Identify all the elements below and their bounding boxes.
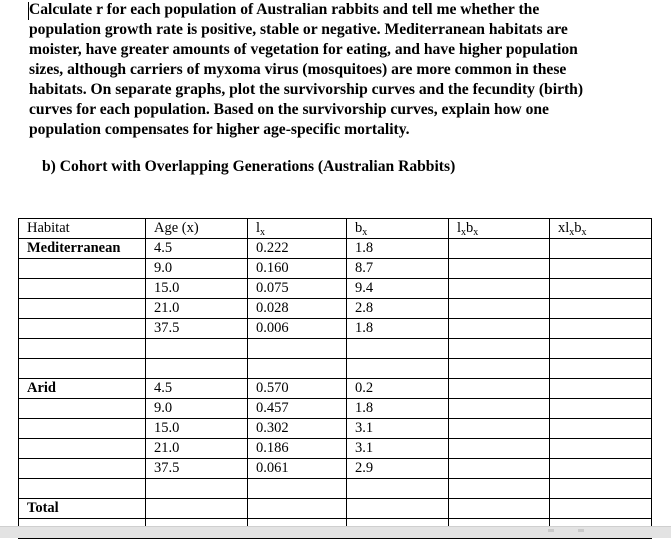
table-row bbox=[19, 319, 652, 339]
lxbx-cell[interactable] bbox=[449, 239, 550, 259]
habitat-cell[interactable] bbox=[19, 319, 146, 339]
bx-cell[interactable]: 2.8 bbox=[347, 299, 449, 319]
lxbx-cell[interactable] bbox=[449, 279, 550, 299]
age-cell[interactable]: 15.0 bbox=[146, 279, 248, 299]
table-row bbox=[19, 239, 652, 259]
bx-cell[interactable]: 9.4 bbox=[347, 279, 449, 299]
lx-cell[interactable]: 0.222 bbox=[248, 239, 347, 259]
habitat-cell[interactable] bbox=[19, 439, 146, 459]
empty-cell[interactable] bbox=[550, 359, 652, 379]
table-row-total bbox=[19, 499, 652, 519]
lx-cell[interactable]: 0.006 bbox=[248, 319, 347, 339]
empty-cell[interactable] bbox=[347, 359, 449, 379]
lxbx-bsub: x bbox=[473, 227, 479, 238]
habitat-cell[interactable] bbox=[19, 419, 146, 439]
table-row-empty bbox=[19, 479, 652, 499]
question-line: Calculate r for each population of Australian rabbits and tell me whether the bbox=[29, 1, 540, 18]
scroll-marker bbox=[548, 529, 554, 532]
lxbx-cell[interactable] bbox=[449, 419, 550, 439]
age-cell[interactable]: 9.0 bbox=[146, 399, 248, 419]
habitat-cell[interactable] bbox=[19, 399, 146, 419]
habitat-cell[interactable] bbox=[19, 259, 146, 279]
empty-cell[interactable] bbox=[248, 359, 347, 379]
age-cell[interactable]: 21.0 bbox=[146, 439, 248, 459]
lxbx-cell[interactable] bbox=[449, 299, 550, 319]
empty-cell[interactable] bbox=[19, 479, 146, 499]
section-title: b) Cohort with Overlapping Generations (Australian Rabbits) bbox=[42, 158, 456, 175]
xlxbx-cell[interactable] bbox=[550, 399, 652, 419]
question-line: habitats. On separate graphs, plot the survivorship curves and the fecundity (birth) bbox=[29, 81, 584, 98]
table-row bbox=[19, 399, 652, 419]
habitat-cell[interactable] bbox=[19, 279, 146, 299]
xlxbx-b: b bbox=[574, 220, 582, 236]
empty-cell[interactable] bbox=[550, 479, 652, 499]
habitat-arid: Arid bbox=[19, 379, 146, 399]
table-row-empty bbox=[19, 359, 652, 379]
habitat-mediterranean: Mediterranean bbox=[19, 239, 146, 259]
total-cell[interactable] bbox=[248, 499, 347, 519]
table-row bbox=[19, 439, 652, 459]
age-cell[interactable]: 4.5 bbox=[146, 379, 248, 399]
habitat-cell[interactable] bbox=[19, 459, 146, 479]
empty-cell[interactable] bbox=[550, 339, 652, 359]
table-row bbox=[19, 459, 652, 479]
empty-cell[interactable] bbox=[248, 339, 347, 359]
empty-cell[interactable] bbox=[449, 479, 550, 499]
lx-cell[interactable]: 0.028 bbox=[248, 299, 347, 319]
lx-subscript: x bbox=[260, 227, 266, 238]
bx-cell[interactable]: 8.7 bbox=[347, 259, 449, 279]
empty-cell[interactable] bbox=[19, 339, 146, 359]
lx-cell[interactable]: 0.061 bbox=[248, 459, 347, 479]
header-habitat: Habitat bbox=[19, 219, 146, 239]
age-cell[interactable]: 37.5 bbox=[146, 459, 248, 479]
table-row bbox=[19, 419, 652, 439]
bx-cell[interactable]: 3.1 bbox=[347, 439, 449, 459]
question-line: population growth rate is positive, stable or negative. Mediterranean habitats are bbox=[29, 21, 568, 38]
habitat-cell[interactable] bbox=[19, 299, 146, 319]
lx-cell[interactable]: 0.160 bbox=[248, 259, 347, 279]
lx-cell[interactable]: 0.457 bbox=[248, 399, 347, 419]
total-cell[interactable] bbox=[347, 499, 449, 519]
bx-cell[interactable]: 3.1 bbox=[347, 419, 449, 439]
table-header-row bbox=[19, 219, 652, 239]
xlxbx-cell[interactable] bbox=[550, 299, 652, 319]
bx-cell[interactable]: 2.9 bbox=[347, 459, 449, 479]
bx-cell[interactable]: 0.2 bbox=[347, 379, 449, 399]
lxbx-cell[interactable] bbox=[449, 439, 550, 459]
age-cell[interactable]: 4.5 bbox=[146, 239, 248, 259]
empty-cell[interactable] bbox=[248, 479, 347, 499]
lx-symbol: l bbox=[256, 220, 261, 236]
total-cell[interactable] bbox=[449, 499, 550, 519]
xlxbx-cell[interactable] bbox=[550, 279, 652, 299]
lxbx-cell[interactable] bbox=[449, 459, 550, 479]
xlxbx-cell[interactable] bbox=[550, 419, 652, 439]
empty-cell[interactable] bbox=[449, 339, 550, 359]
xlxbx-xl: xl bbox=[558, 220, 570, 236]
header-lxbx[interactable] bbox=[449, 219, 550, 239]
age-cell[interactable]: 9.0 bbox=[146, 259, 248, 279]
lxbx-cell[interactable] bbox=[449, 379, 550, 399]
lxbx-l: l bbox=[457, 220, 462, 236]
table-row bbox=[19, 259, 652, 279]
xlxbx-cell[interactable] bbox=[550, 459, 652, 479]
question-text bbox=[29, 0, 659, 140]
empty-cell[interactable] bbox=[146, 359, 248, 379]
age-cell[interactable]: 21.0 bbox=[146, 299, 248, 319]
empty-cell[interactable] bbox=[146, 339, 248, 359]
xlxbx-cell[interactable] bbox=[550, 239, 652, 259]
empty-cell[interactable] bbox=[449, 359, 550, 379]
table-row bbox=[19, 279, 652, 299]
bx-symbol: b bbox=[355, 220, 363, 236]
horizontal-scrollbar[interactable] bbox=[0, 526, 671, 538]
header-xlxbx[interactable] bbox=[550, 219, 652, 239]
table-row bbox=[19, 299, 652, 319]
total-cell[interactable] bbox=[146, 499, 248, 519]
age-cell[interactable]: 37.5 bbox=[146, 319, 248, 339]
question-line: moister, have greater amounts of vegetation for eating, and have higher population bbox=[29, 41, 578, 58]
xlxbx-cell[interactable] bbox=[550, 379, 652, 399]
scroll-marker bbox=[578, 529, 584, 532]
xlxbx-cell[interactable] bbox=[550, 259, 652, 279]
question-line: sizes, although carriers of myxoma virus (mosquitoes) are more common in these bbox=[29, 61, 567, 78]
empty-cell[interactable] bbox=[347, 479, 449, 499]
empty-cell[interactable] bbox=[19, 359, 146, 379]
lxbx-cell[interactable] bbox=[449, 319, 550, 339]
table-row-empty bbox=[19, 339, 652, 359]
lx-cell[interactable]: 0.570 bbox=[248, 379, 347, 399]
header-bx bbox=[347, 219, 449, 239]
xlxbx-cell[interactable] bbox=[550, 319, 652, 339]
lxbx-b: b bbox=[466, 220, 474, 236]
xlxbx-bsub: x bbox=[581, 227, 587, 238]
bx-cell[interactable]: 1.8 bbox=[347, 239, 449, 259]
table-row bbox=[19, 379, 652, 399]
age-cell[interactable]: 15.0 bbox=[146, 419, 248, 439]
xlxbx-cell[interactable] bbox=[550, 439, 652, 459]
empty-cell[interactable] bbox=[146, 479, 248, 499]
question-line: curves for each population. Based on the survivorship curves, explain how one bbox=[29, 101, 549, 118]
total-cell[interactable] bbox=[550, 499, 652, 519]
header-lx bbox=[248, 219, 347, 239]
lxbx-lsub: x bbox=[461, 227, 467, 238]
life-table bbox=[18, 218, 652, 539]
lx-cell[interactable]: 0.302 bbox=[248, 419, 347, 439]
header-age: Age (x) bbox=[146, 219, 248, 239]
lx-cell[interactable]: 0.075 bbox=[248, 279, 347, 299]
bx-cell[interactable]: 1.8 bbox=[347, 399, 449, 419]
lxbx-cell[interactable] bbox=[449, 259, 550, 279]
bx-cell[interactable]: 1.8 bbox=[347, 319, 449, 339]
lxbx-cell[interactable] bbox=[449, 399, 550, 419]
xlxbx-lsub: x bbox=[569, 227, 575, 238]
empty-cell[interactable] bbox=[347, 339, 449, 359]
bx-subscript: x bbox=[362, 227, 368, 238]
total-label: Total bbox=[19, 499, 146, 519]
question-line: population compensates for higher age-specific mortality. bbox=[29, 121, 410, 138]
lx-cell[interactable]: 0.186 bbox=[248, 439, 347, 459]
